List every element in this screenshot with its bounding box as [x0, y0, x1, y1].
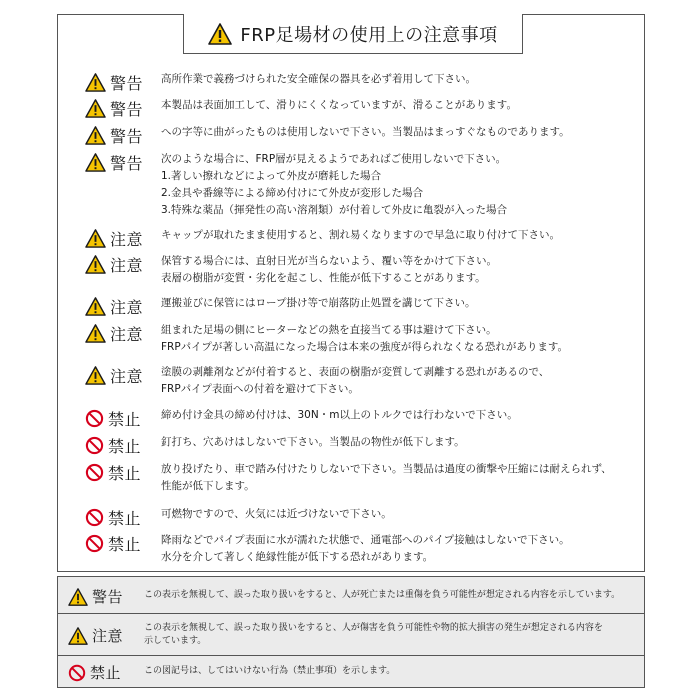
notice-text	[161, 506, 392, 523]
notice-line: 3.特殊な薬品（揮発性の高い溶剤類）が付着して外皮に亀裂が入った場合	[161, 204, 508, 216]
notice-label	[85, 295, 143, 318]
notice-line: 高所作業で義務づけられた安全確保の器具を必ず着用して下さい。	[161, 73, 476, 85]
notice-label-text: 禁止	[108, 509, 142, 528]
notice-text	[161, 364, 549, 398]
notice-label	[85, 532, 141, 555]
legend-label-text: 注意	[92, 627, 124, 645]
notice-label	[85, 506, 141, 529]
notice-line: 1.著しい擦れなどによって外皮が磨耗した場合	[161, 170, 382, 182]
warning-triangle-icon	[208, 23, 232, 45]
notice-text	[161, 322, 568, 356]
legend-label	[68, 586, 123, 607]
legend-description	[144, 622, 603, 648]
notice-label	[85, 227, 143, 250]
notice-label-text: 警告	[110, 100, 144, 119]
notice-label-text: 警告	[110, 127, 144, 146]
notice-line: 締め付け金具の締め付けは、30N・m以上のトルクでは行わないで下さい。	[161, 409, 518, 421]
notice-label-text: 禁止	[108, 464, 142, 483]
notice-label-text: 注意	[110, 325, 144, 344]
notice-text	[161, 124, 570, 141]
legend-label-text: 警告	[92, 588, 124, 606]
notice-line: 運搬並びに保管にはロープ掛け等で崩落防止処置を講じて下さい。	[161, 297, 476, 309]
notice-text	[161, 71, 476, 88]
notice-label	[85, 434, 141, 457]
notice-label	[85, 461, 141, 484]
warning-triangle-icon	[85, 296, 106, 317]
legend-line: この表示を無視して、誤った取り扱いをすると、人が死亡または重傷を負う可能性が想定される内容を示しています。	[144, 590, 621, 600]
notice-line: 2.金具や番線等による締め付けにて外皮が変形した場合	[161, 187, 424, 199]
notice-label	[85, 124, 143, 147]
notice-line: への字等に曲がったものは使用しないで下さい。当製品はまっすぐなものであります。	[161, 126, 570, 138]
notice-line: 降雨などでパイプ表面に水が濡れた状態で、通電部へのパイプ接触はしないで下さい。	[161, 534, 570, 546]
notice-label-text: 禁止	[108, 437, 142, 456]
legend-row-caution	[58, 614, 644, 656]
prohibition-icon	[85, 463, 104, 482]
notice-text	[161, 407, 518, 424]
notice-line: 表層の樹脂が変質・劣化を起こし、性能が低下することがあります。	[161, 272, 486, 284]
notice-line: FRPパイプ表面への付着を避けて下さい。	[161, 383, 359, 395]
warning-triangle-icon	[85, 98, 106, 119]
notice-label-text: 注意	[110, 367, 144, 386]
notice-line: 塗膜の剥離剤などが付着すると、表面の樹脂が変質して剥離する恐れがあるので、	[161, 366, 550, 378]
notice-label	[85, 364, 143, 387]
notice-label-text: 警告	[110, 74, 144, 93]
prohibition-icon	[85, 409, 104, 428]
notice-line: 水分を介して著しく絶縁性能が低下する恐れがあります。	[161, 551, 434, 563]
notice-line: 本製品は表面加工して、滑りにくくなっていますが、滑ることがあります。	[161, 99, 517, 111]
notice-line: 性能が低下します。	[161, 480, 255, 492]
notice-label	[85, 151, 143, 174]
notice-label-text: 警告	[110, 154, 144, 173]
page-title: FRP足場材の使用上の注意事項	[240, 24, 498, 46]
notice-line: キャップが取れたまま使用すると、割れ易くなりますので早急に取り付けて下さい。	[161, 229, 560, 241]
notice-line: 保管する場合には、直射日光が当らないよう、覆い等をかけて下さい。	[161, 255, 497, 267]
legend-row-warning	[58, 577, 644, 614]
warning-triangle-icon	[85, 365, 106, 386]
legend-label-text: 禁止	[90, 664, 122, 682]
legend-description	[144, 589, 620, 602]
notice-label-text: 注意	[110, 230, 144, 249]
legend-label	[68, 625, 123, 646]
legend-line: この表示を無視して、誤った取り扱いをすると、人が傷害を負う可能性や物的拡大損害の発生が想定される内容を	[144, 623, 603, 633]
notice-text	[161, 532, 570, 566]
prohibition-icon	[85, 436, 104, 455]
legend	[57, 576, 645, 688]
legend-label	[68, 662, 121, 683]
notice-label	[85, 71, 143, 94]
notice-label-text: 注意	[110, 298, 144, 317]
notice-text	[161, 151, 507, 219]
warning-triangle-icon	[85, 125, 106, 146]
notice-line: 次のような場合に、FRP層が見えるようであればご使用しないで下さい。	[161, 153, 507, 165]
warning-triangle-icon	[68, 626, 88, 646]
warning-triangle-icon	[85, 228, 106, 249]
notice-line: 可燃物ですので、火気には近づけないで下さい。	[161, 508, 392, 520]
notice-label-text: 注意	[110, 256, 144, 275]
prohibition-icon	[85, 508, 104, 527]
notice-line: 釘打ち、穴あけはしないで下さい。当製品の物性が低下します。	[161, 436, 465, 448]
notice-label	[85, 322, 143, 345]
notice-text	[161, 253, 497, 287]
notice-label	[85, 253, 143, 276]
notice-line: FRPパイプが著しい高温になった場合は本来の強度が得られなくなる恐れがあります。	[161, 341, 569, 353]
notice-text	[161, 227, 560, 244]
notice-label	[85, 97, 143, 120]
title-box	[183, 14, 523, 54]
notice-text	[161, 434, 465, 451]
notice-line: 組まれた足場の側にヒーターなどの熱を直接当てる事は避けて下さい。	[161, 324, 497, 336]
warning-triangle-icon	[85, 254, 106, 275]
legend-line: この図記号は、してはいけない行為（禁止事項）を示します。	[144, 666, 396, 676]
legend-description	[144, 665, 395, 678]
prohibition-icon	[85, 534, 104, 553]
warning-triangle-icon	[68, 587, 88, 607]
prohibition-icon	[68, 664, 86, 682]
notice-label-text: 禁止	[108, 535, 142, 554]
notice-label	[85, 407, 141, 430]
legend-row-prohibited	[58, 656, 644, 687]
notice-line: 放り投げたり、車で踏み付けたりしないで下さい。当製品は過度の衝撃や圧縮には耐えられず、	[161, 463, 612, 475]
notice-text	[161, 461, 612, 495]
notice-label-text: 禁止	[108, 410, 142, 429]
legend-line: 示しています。	[144, 636, 207, 646]
notice-text	[161, 295, 475, 312]
warning-triangle-icon	[85, 323, 106, 344]
warning-triangle-icon	[85, 72, 106, 93]
notice-text	[161, 97, 517, 114]
warning-triangle-icon	[85, 152, 106, 173]
